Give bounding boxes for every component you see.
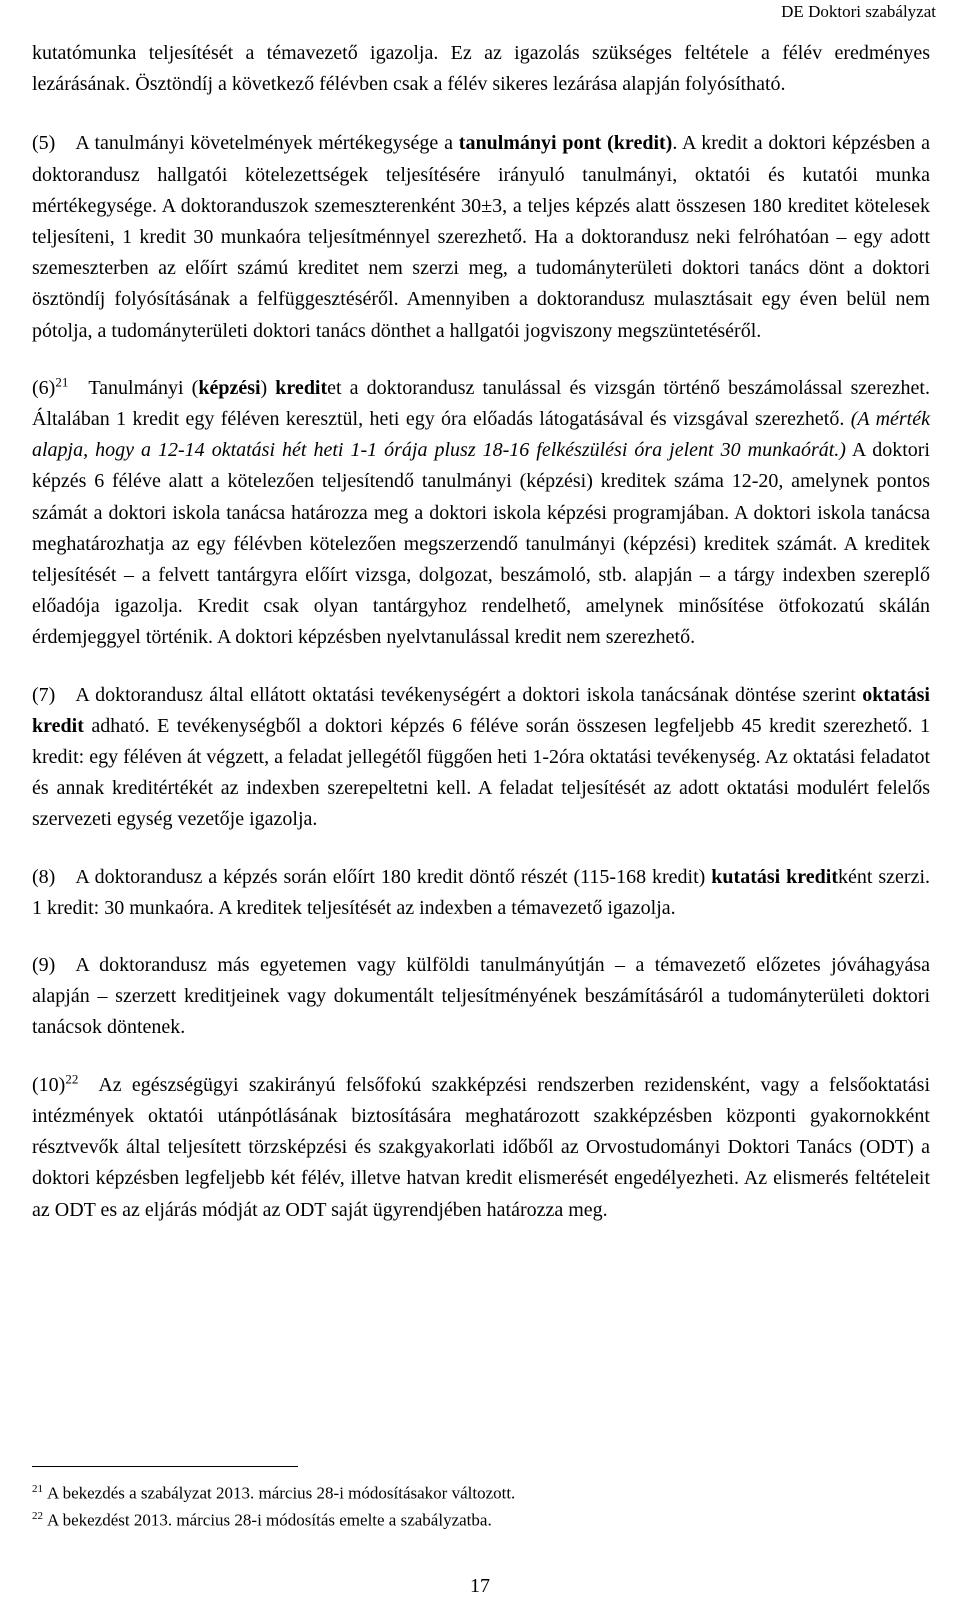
paragraph-text: . A kredit a doktori képzésben a doktorandusz hallgatói kötelezettségek teljesítésére irányuló tanulmányi, oktatói és kutatói munka mértékegysége. A doktoranduszok szemeszterenként 30±3, a teljes képzés alatt összesen 180 kreditet kötelesek teljesíteni, 1 kredit 30 munkaóra teljesítménnyel szerezhető. Ha a doktorandusz neki felróhatóan – egy adott szemeszterben az előírt számú kreditet nem szerzi meg, a tudományterületi doktori tanács dönt a doktori ösztöndíj folyósításának a felfüggesztéséről. Amennyiben a doktorandusz mulasztásait egy éven belül nem pótolja, a tudományterületi doktori tanács dönthet a hallgatói jogviszony megszüntetéséről.	[32, 132, 930, 342]
paragraph-text: Az egészségügyi szakirányú felsőfokú szakképzési rendszerben rezidensként, vagy a felsőoktatási intézmények oktatói utánpótlásának biztosítására meghatározott szakképzésben központi gyakornokként résztvevők által teljesített törzsképzési és szakgyakorlati időből az Orvostudományi Doktori Tanács (ODT) a doktori képzésben legfeljebb két félév, illetve hatvan kredit elismerését engedélyezheti. Az elismerés feltételeit az ODT es az eljárás módját az ODT saját ügyrendjében határozza meg.	[32, 1073, 930, 1221]
bold-term: kutatási kredit	[711, 865, 838, 888]
document-body	[32, 38, 930, 1252]
footnote	[32, 1478, 930, 1505]
bold-term: tanulmányi pont (kredit)	[458, 132, 673, 155]
paragraph-number: (7)	[32, 683, 56, 706]
paragraph-text: et a doktorandusz tanulással és vizsgán történő beszámolással szerezhet. Általában 1 kredit egy féléven keresztül, heti egy óra előadás látogatásával és vizsgával szerezhető.	[32, 376, 930, 431]
paragraph-text: A doktorandusz más egyetemen vagy külföldi tanulmányútján – a témavezető előzetes jóváhagyása alapján – szerzett kreditjeinek vagy dokumentált teljesítményének beszámításáról a tudományterületi doktori tanácsok döntenek.	[32, 954, 930, 1039]
paragraph-text: Tanulmányi (	[88, 376, 199, 399]
paragraph-9	[32, 950, 930, 1044]
bold-term: képzési	[198, 376, 261, 399]
paragraph-text: adható. E tevékenységből a doktori képzés 6 féléve során összesen legfeljebb 45 kredit szerezhető. 1 kredit: egy féléven át végzett, a feladat jellegétől függően heti 1-2óra oktatási tevékenység. Az oktatási feladatot és annak kreditértékét az indexben szerepeltetni kell. A feladat teljesítését az adott oktatási modulért felelős szervezeti egység vezetője igazolja.	[32, 714, 930, 831]
footnote-number: 22	[32, 1509, 43, 1522]
footnote-text: A bekezdést 2013. március 28-i módosítás emelte a szabályzatba.	[47, 1510, 492, 1530]
paragraph-text: A doktori képzés 6 féléve alatt a kötelezően teljesítendő tanulmányi (képzési) kreditek száma 12-20, amelynek pontos számát a doktori iskola tanácsa határozza meg a doktori iskola képzési programjában. A doktori iskola tanácsa meghatározhatja az egy félévben kötelezően megszerzendő tanulmányi (képzési) kreditek számát. A kreditek teljesítését – a felvett tantárgyra előírt vizsga, dolgozat, beszámoló, stb. alapján – a tárgy indexben szereplő előadója igazolja. Kredit csak olyan tantárgyhoz rendelhető, amelynek minősítése ötfokozatú skálán érdemjeggyel történik. A doktori képzésben nyelvtanulással kredit nem szerezhető.	[32, 439, 930, 649]
bold-term: kredit	[275, 376, 328, 399]
paragraph-text: A doktorandusz a képzés során előírt 180 kredit döntő részét (115-168 kredit)	[75, 865, 712, 888]
paragraph-number	[32, 1071, 79, 1096]
footnote-text: A bekezdés a szabályzat 2013. március 28-i módosításakor változott.	[47, 1483, 516, 1503]
paragraph-text: kutatómunka teljesítését a témavezető igazolja. Ez az igazolás szükséges feltétele a félév eredményes lezárásának. Ösztöndíj a következő félévben csak a félév sikeres lezárása alapján folyósítható.	[32, 42, 930, 96]
paragraph-text: A tanulmányi követelmények mértékegysége a	[75, 132, 459, 155]
paragraph-text: )	[260, 376, 276, 399]
paragraph-5	[32, 128, 930, 346]
footnote-number: 21	[32, 1483, 43, 1495]
footnote-divider	[32, 1466, 298, 1467]
paragraph-number: (8)	[32, 865, 56, 888]
footnote-ref: 22	[65, 1071, 79, 1087]
page-number: 17	[470, 1575, 490, 1597]
paragraph-number-text: (10)	[32, 1073, 66, 1096]
bold-term: oktatási kredit	[32, 683, 930, 737]
paragraph-number: (5)	[32, 132, 56, 155]
paragraph-number-text: (6)	[32, 376, 56, 399]
paragraph-continued	[32, 38, 930, 100]
paragraph-8	[32, 862, 930, 924]
paragraph-text: ként szerzi. 1 kredit: 30 munkaóra. A kreditek teljesítését az indexben a témavezető igazolja.	[32, 865, 931, 919]
italic-note: (A mérték alapja, hogy a 12-14 oktatási hét heti 1-1 órája plusz 18-16 felkészülési óra jelent 30 munkaórát.)	[32, 408, 930, 462]
footnote-ref: 21	[55, 374, 69, 390]
running-header: DE Doktori szabályzat	[781, 2, 936, 21]
paragraph-10	[32, 1070, 930, 1226]
paragraph-number: (9)	[32, 954, 56, 977]
paragraph-7	[32, 680, 930, 836]
paragraph-6	[32, 373, 930, 654]
footnote	[32, 1505, 930, 1532]
paragraph-number	[32, 374, 69, 399]
footnotes	[32, 1478, 930, 1531]
paragraph-text: A doktorandusz által ellátott oktatási tevékenységért a doktori iskola tanácsának döntése szerint	[75, 683, 863, 706]
